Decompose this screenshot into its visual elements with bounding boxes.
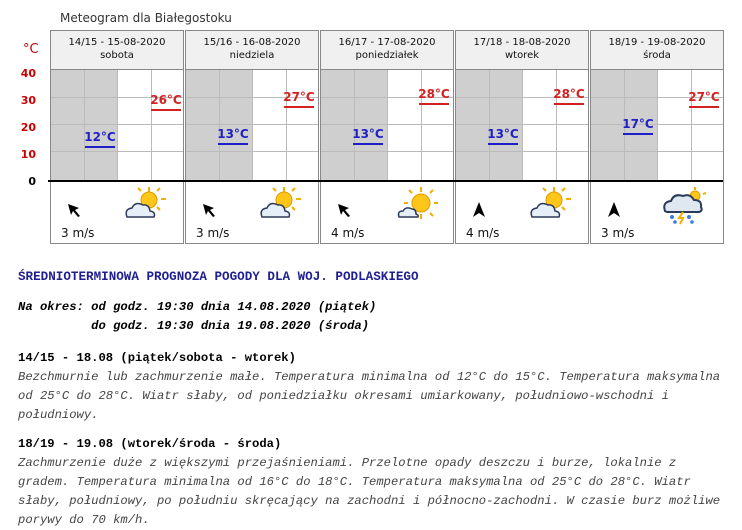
section-2-body: Zachmurzenie duże z większymi przejaśnieniami. Przelotne opady deszczu i burze, lokalnie z gradem. Temperatura minimalna od 16°C do 18°C. Temperatura maksymalna od 25°C do 28°C. Wiatr słaby, południowy, po południu skręcający na zachodni i północno-zachodni. W czasie burz możliwe porywy do 70 km/h. bbox=[18, 456, 721, 527]
max-temp-label: 27°C bbox=[283, 90, 315, 104]
partly-cloudy-sun-icon bbox=[121, 185, 169, 225]
arrow-north-icon bbox=[603, 199, 625, 221]
day-weekday: środa bbox=[643, 50, 671, 61]
day-column-2 bbox=[185, 30, 319, 244]
day-column-1 bbox=[50, 30, 184, 244]
zero-axis-line bbox=[48, 180, 723, 182]
wind-speed: 3 m/s bbox=[601, 226, 635, 240]
forecast-heading: ŚREDNIOTERMINOWA PROGNOZA POGODY DLA WOJ. PODLASKIEGO bbox=[18, 270, 419, 284]
min-temp-line bbox=[218, 143, 248, 145]
y-tick-10: 10 bbox=[20, 148, 36, 161]
max-temp-line bbox=[419, 103, 449, 105]
min-temp-label: 13°C bbox=[487, 127, 519, 141]
meteogram bbox=[0, 0, 742, 250]
wind-cell bbox=[50, 180, 184, 244]
max-temp-line bbox=[554, 103, 584, 105]
day-weekday: sobota bbox=[100, 50, 134, 61]
day-date: 18/19 - 19-08-2020 bbox=[608, 37, 706, 48]
wind-speed: 3 m/s bbox=[196, 226, 230, 240]
max-temp-label: 26°C bbox=[150, 93, 182, 107]
max-temp-label: 28°C bbox=[418, 87, 450, 101]
forecast-period bbox=[18, 298, 376, 336]
day-column-3 bbox=[320, 30, 454, 244]
wind-cell bbox=[320, 180, 454, 244]
y-tick-30: 30 bbox=[20, 94, 36, 107]
section-1-title: 14/15 - 18.08 (piątek/sobota - wtorek) bbox=[18, 351, 296, 365]
min-temp-line bbox=[488, 143, 518, 145]
y-tick-40: 40 bbox=[20, 67, 36, 80]
min-temp-line bbox=[85, 146, 115, 148]
wind-cell bbox=[590, 180, 724, 244]
period-start: Na okres: od godz. 19:30 dnia 14.08.2020 (piątek) bbox=[18, 300, 377, 314]
arrow-northwest-icon bbox=[333, 199, 355, 221]
section-2-title: 18/19 - 19.08 (wtorek/środa - środa) bbox=[18, 437, 282, 451]
temperature-plot bbox=[590, 70, 724, 180]
min-temp-line bbox=[623, 133, 653, 135]
max-temp-label: 28°C bbox=[553, 87, 585, 101]
day-date: 16/17 - 17-08-2020 bbox=[338, 37, 436, 48]
wind-cell bbox=[455, 180, 589, 244]
temperature-plot bbox=[185, 70, 319, 180]
day-weekday: wtorek bbox=[504, 50, 540, 61]
period-end: do godz. 19:30 dnia 19.08.2020 (środa) bbox=[18, 319, 370, 333]
sun-small-cloud-icon bbox=[391, 185, 439, 225]
temperature-plot bbox=[320, 70, 454, 180]
section-1-body: Bezchmurnie lub zachmurzenie małe. Temperatura minimalna od 12°C do 15°C. Temperatura maksymalna od 25°C do 28°C. Wiatr słaby, od poniedziałku okresami umiarkowany, południowo-wschodni i południowy. bbox=[18, 370, 721, 422]
partly-cloudy-sun-icon bbox=[256, 185, 304, 225]
arrow-north-icon bbox=[468, 199, 490, 221]
min-temp-label: 13°C bbox=[352, 127, 384, 141]
day-header bbox=[455, 30, 589, 70]
min-temp-label: 13°C bbox=[217, 127, 249, 141]
day-date: 15/16 - 16-08-2020 bbox=[203, 37, 301, 48]
wind-speed: 3 m/s bbox=[61, 226, 95, 240]
max-temp-line bbox=[151, 109, 181, 111]
arrow-northwest-icon bbox=[63, 199, 85, 221]
day-column-4 bbox=[455, 30, 589, 244]
y-tick-20: 20 bbox=[20, 121, 36, 134]
meteogram-title: Meteogram dla Białegostoku bbox=[60, 11, 232, 25]
wind-cell bbox=[185, 180, 319, 244]
min-temp-label: 12°C bbox=[84, 130, 116, 144]
day-column-5 bbox=[590, 30, 724, 244]
day-header bbox=[590, 30, 724, 70]
temperature-plot bbox=[50, 70, 184, 180]
forecast-section-2 bbox=[18, 435, 728, 530]
arrow-northwest-icon bbox=[198, 199, 220, 221]
max-temp-line bbox=[284, 106, 314, 108]
partly-cloudy-sun-icon bbox=[526, 185, 574, 225]
thunderstorm-rain-icon bbox=[661, 185, 709, 225]
day-header bbox=[185, 30, 319, 70]
wind-speed: 4 m/s bbox=[331, 226, 365, 240]
temperature-plot bbox=[455, 70, 589, 180]
max-temp-line bbox=[689, 106, 719, 108]
day-header bbox=[320, 30, 454, 70]
day-date: 14/15 - 15-08-2020 bbox=[68, 37, 166, 48]
day-weekday: niedziela bbox=[229, 50, 275, 61]
temperature-unit: °C bbox=[23, 42, 39, 57]
y-tick-0: 0 bbox=[28, 175, 36, 188]
day-header bbox=[50, 30, 184, 70]
wind-speed: 4 m/s bbox=[466, 226, 500, 240]
min-temp-line bbox=[353, 143, 383, 145]
day-weekday: poniedziałek bbox=[355, 50, 419, 61]
day-date: 17/18 - 18-08-2020 bbox=[473, 37, 571, 48]
forecast-section-1 bbox=[18, 349, 728, 425]
max-temp-label: 27°C bbox=[688, 90, 720, 104]
min-temp-label: 17°C bbox=[622, 117, 654, 131]
